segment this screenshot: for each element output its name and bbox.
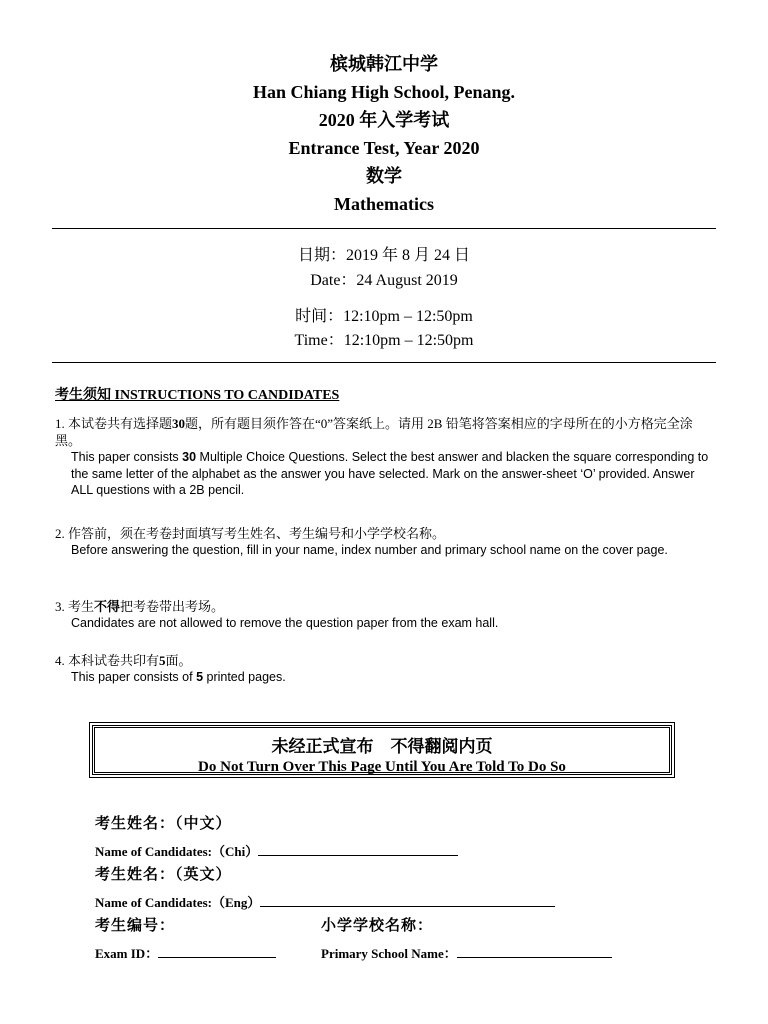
subject-en: Mathematics (334, 194, 434, 214)
name-chi-label-en: Name of Candidates:（Chi） (95, 844, 259, 859)
name-eng-input[interactable] (260, 894, 555, 907)
divider-bottom (52, 362, 716, 363)
name-eng-label-en: Name of Candidates:（Eng） (95, 895, 261, 910)
school-name-zh: 槟城韩江中学 (330, 54, 438, 74)
notice-en: Do Not Turn Over This Page Until You Are Told To Do So (198, 759, 566, 775)
name-chi-input[interactable] (258, 843, 458, 856)
exam-id-input[interactable] (158, 945, 276, 958)
time-en: Time：12:10pm – 12:50pm (294, 332, 474, 349)
instruction-item: 3. 考生不得把考卷带出考场。 Candidates are not allowed to remove the question paper from the exam hall. (55, 599, 499, 630)
school-name-en: Han Chiang High School, Penang. (252, 82, 516, 102)
school-label-zh: 小学学校名称： (321, 918, 434, 934)
school-label-en: Primary School Name： (321, 946, 457, 961)
name-chi-label-zh: 考生姓名：（中文） (95, 816, 232, 832)
date-en: Date：24 August 2019 (310, 272, 458, 289)
exam-id-label-zh: 考生编号： (95, 918, 176, 934)
divider-top (52, 228, 716, 229)
candidate-name-english-field (95, 863, 555, 911)
instruction-item: 2. 作答前，须在考卷封面填写考生姓名、考生编号和小学学校名称。 Before answering the question, fill in your name, index number and primary school name on the cover page. (55, 526, 668, 557)
exam-id-field (95, 914, 276, 962)
primary-school-field (321, 914, 612, 962)
candidate-name-chinese-field (95, 812, 458, 860)
name-eng-label-zh: 考生姓名：（英文） (95, 867, 232, 883)
notice-zh: 未经正式宣布 不得翻阅内页 (271, 737, 493, 756)
document-header (0, 50, 768, 218)
school-input[interactable] (457, 945, 612, 958)
notice-box (92, 725, 672, 775)
exam-id-label-en: Exam ID： (95, 946, 159, 961)
instructions-title: 考生须知 INSTRUCTIONS TO CANDIDATES (55, 388, 340, 403)
time-zh: 时间：12:10pm – 12:50pm (295, 308, 473, 325)
instruction-item: 1. 本试卷共有选择题30题，所有题目须作答在“0”答案纸上。请用 2B 铅笔将答案相应的字母所在的小方格完全涂黑。 This paper consists 30 Multiple Choice Questions. Select the best answer and blacken the square corresponding to the same letter of the alphabet as the answer you have selected. Mark on the answer-sheet ‘O’ provided. Answer ALL questions with a 2B pencil. (55, 416, 709, 497)
test-title-en: Entrance Test, Year 2020 (288, 138, 480, 158)
test-title-zh: 2020 年入学考试 (318, 110, 450, 130)
instruction-item: 4. 本科试卷共印有5面。 This paper consists of 5 printed pages. (55, 653, 286, 684)
subject-zh: 数学 (366, 166, 402, 186)
date-zh: 日期：2019 年 8 月 24 日 (297, 247, 470, 264)
